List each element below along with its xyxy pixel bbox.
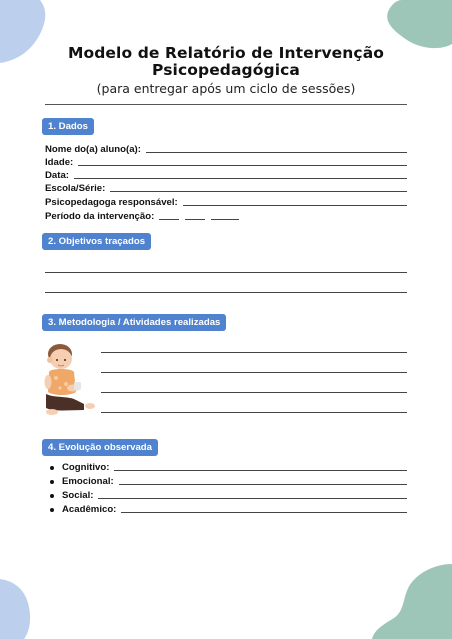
bottom-left-blob: [0, 579, 34, 639]
field-label: Idade:: [45, 157, 74, 168]
field-social: [62, 489, 407, 501]
field-label: Escola/Série:: [45, 183, 106, 194]
bullet-icon: [50, 480, 54, 484]
write-line: [98, 498, 407, 499]
write-line: [45, 272, 407, 273]
write-line: [110, 191, 407, 192]
field-label: Nome do(a) aluno(a):: [45, 144, 141, 155]
page-subtitle: (para entregar após um ciclo de sessões): [96, 81, 356, 96]
field-label: Social:: [62, 490, 94, 501]
field-label: Emocional:: [62, 476, 114, 487]
top-right-blob: [382, 0, 452, 50]
write-line: [183, 205, 407, 206]
field-periodo: [45, 210, 407, 222]
write-line: [121, 512, 407, 513]
section-heading-evolucao: 4. Evolução observada: [42, 439, 158, 456]
write-line-middle: [185, 219, 205, 220]
write-line: [101, 392, 407, 393]
bullet-icon: [50, 494, 54, 498]
write-line-end: [211, 219, 239, 220]
field-emocional: [62, 475, 407, 487]
field-label: Data:: [45, 170, 69, 181]
field-academico: [62, 503, 407, 515]
write-line: [78, 165, 407, 166]
field-escola: [45, 182, 407, 194]
write-line: [101, 352, 407, 353]
field-nome: [45, 143, 407, 155]
bullet-icon: [50, 508, 54, 512]
field-label: Psicopedagoga responsável:: [45, 197, 178, 208]
page-title-line-2: Psicopedagógica: [152, 61, 300, 79]
section-heading-objetivos: 2. Objetivos traçados: [42, 233, 151, 250]
bottom-right-blob: [372, 564, 452, 639]
child-sitting-with-toy-icon: [40, 342, 98, 416]
field-data: [45, 169, 407, 181]
write-line: [45, 292, 407, 293]
field-psicopedagoga: [45, 196, 407, 208]
page-title-line-1: Modelo de Relatório de Intervenção: [67, 44, 385, 62]
header-divider: [45, 104, 407, 105]
write-line: [119, 484, 407, 485]
write-line-start: [159, 219, 179, 220]
section-heading-metodologia: 3. Metodologia / Atividades realizadas: [42, 314, 226, 331]
write-line: [114, 470, 407, 471]
write-line: [101, 372, 407, 373]
field-idade: [45, 156, 407, 168]
write-line: [101, 412, 407, 413]
field-label: Acadêmico:: [62, 504, 117, 515]
field-label: Cognitivo:: [62, 462, 110, 473]
field-label: Período da intervenção:: [45, 211, 155, 222]
bullet-icon: [50, 466, 54, 470]
section-heading-dados: 1. Dados: [42, 118, 94, 135]
write-line: [146, 152, 407, 153]
write-line: [74, 178, 407, 179]
field-cognitivo: [62, 461, 407, 473]
